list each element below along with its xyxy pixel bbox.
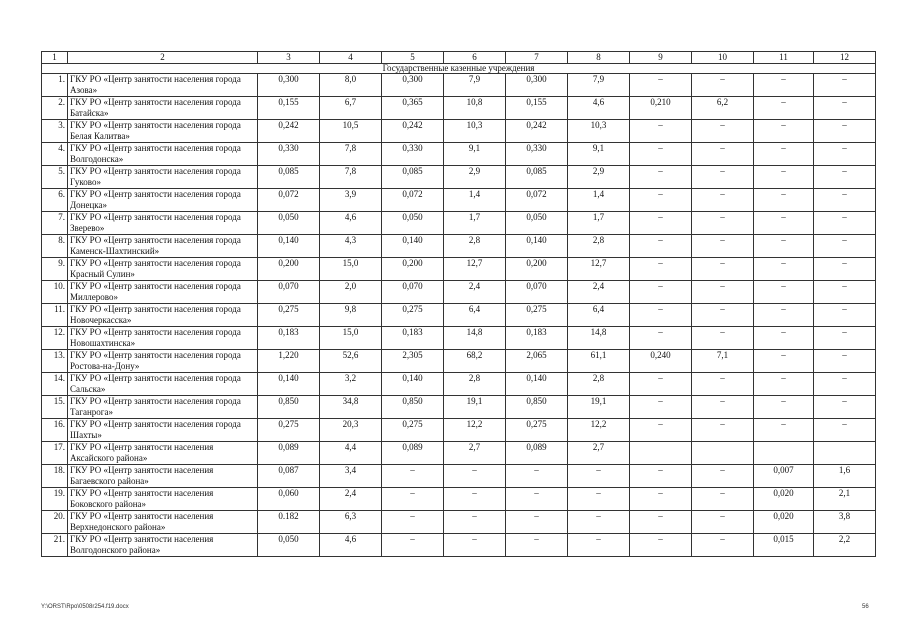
value-cell: – xyxy=(444,534,506,557)
value-cell: 0,330 xyxy=(382,143,444,166)
row-number: 15. xyxy=(42,396,68,419)
value-cell: – xyxy=(630,488,692,511)
value-cell: 2,065 xyxy=(506,350,568,373)
value-cell: – xyxy=(382,511,444,534)
value-cell: 0,087 xyxy=(258,465,320,488)
row-number: 12. xyxy=(42,327,68,350)
value-cell: – xyxy=(814,74,876,97)
institution-name: ГКУ РО «Центр занятости населения города Зверево» xyxy=(68,212,258,235)
value-cell: – xyxy=(692,488,754,511)
value-cell: – xyxy=(630,465,692,488)
institution-name: ГКУ РО «Центр занятости населения города Сальска» xyxy=(68,373,258,396)
value-cell: 0,183 xyxy=(382,327,444,350)
value-cell: 2,9 xyxy=(568,166,630,189)
value-cell: 0,275 xyxy=(258,419,320,442)
value-cell: 0,070 xyxy=(382,281,444,304)
row-number: 19. xyxy=(42,488,68,511)
value-cell: – xyxy=(444,488,506,511)
value-cell: – xyxy=(382,534,444,557)
value-cell: – xyxy=(814,304,876,327)
column-number: 1 xyxy=(42,52,68,64)
table-row xyxy=(42,166,876,189)
value-cell: 3,8 xyxy=(814,511,876,534)
value-cell: 0,300 xyxy=(382,74,444,97)
value-cell: – xyxy=(692,511,754,534)
column-number: 4 xyxy=(320,52,382,64)
value-cell xyxy=(692,442,754,465)
value-cell: 2,0 xyxy=(320,281,382,304)
value-cell: – xyxy=(630,396,692,419)
value-cell: – xyxy=(754,304,814,327)
value-cell: – xyxy=(630,120,692,143)
column-number: 2 xyxy=(68,52,258,64)
value-cell: – xyxy=(754,97,814,120)
value-cell: 0,183 xyxy=(258,327,320,350)
value-cell: 4,4 xyxy=(320,442,382,465)
value-cell: – xyxy=(692,419,754,442)
value-cell: – xyxy=(814,327,876,350)
value-cell xyxy=(754,442,814,465)
value-cell: 0,155 xyxy=(506,97,568,120)
table-row xyxy=(42,120,876,143)
row-number: 8. xyxy=(42,235,68,258)
value-cell: – xyxy=(630,258,692,281)
value-cell: – xyxy=(754,74,814,97)
table-row xyxy=(42,534,876,557)
row-number: 5. xyxy=(42,166,68,189)
row-number: 6. xyxy=(42,189,68,212)
institution-name: ГКУ РО «Центр занятости населения города Красный Сулин» xyxy=(68,258,258,281)
institution-name: ГКУ РО «Центр занятости населения Боковского района» xyxy=(68,488,258,511)
institution-name: ГКУ РО «Центр занятости населения города Батайска» xyxy=(68,97,258,120)
value-cell: 14,8 xyxy=(444,327,506,350)
value-cell: 0,275 xyxy=(258,304,320,327)
institution-name: ГКУ РО «Центр занятости населения города Азова» xyxy=(68,74,258,97)
value-cell: 3,9 xyxy=(320,189,382,212)
value-cell: – xyxy=(692,327,754,350)
value-cell: 0,850 xyxy=(506,396,568,419)
value-cell: 0,200 xyxy=(506,258,568,281)
value-cell: 2,2 xyxy=(814,534,876,557)
value-cell: – xyxy=(754,212,814,235)
value-cell: – xyxy=(568,488,630,511)
value-cell: 34,8 xyxy=(320,396,382,419)
value-cell: 14,8 xyxy=(568,327,630,350)
value-cell: 2,8 xyxy=(444,373,506,396)
value-cell: – xyxy=(382,488,444,511)
value-cell: 2,9 xyxy=(444,166,506,189)
column-number: 5 xyxy=(382,52,444,64)
value-cell: – xyxy=(814,189,876,212)
row-number: 2. xyxy=(42,97,68,120)
value-cell: 10,8 xyxy=(444,97,506,120)
value-cell: – xyxy=(754,166,814,189)
value-cell: – xyxy=(692,120,754,143)
value-cell: 6,2 xyxy=(692,97,754,120)
value-cell: – xyxy=(568,511,630,534)
value-cell: – xyxy=(814,419,876,442)
value-cell: 2,4 xyxy=(444,281,506,304)
value-cell: 9,8 xyxy=(320,304,382,327)
value-cell: 1,220 xyxy=(258,350,320,373)
value-cell: – xyxy=(754,120,814,143)
value-cell: – xyxy=(506,534,568,557)
value-cell: 2,8 xyxy=(568,235,630,258)
value-cell xyxy=(630,442,692,465)
value-cell: – xyxy=(630,511,692,534)
value-cell: – xyxy=(382,465,444,488)
value-cell: 2,7 xyxy=(444,442,506,465)
value-cell: 1,7 xyxy=(444,212,506,235)
value-cell: 12,2 xyxy=(568,419,630,442)
value-cell: 0,210 xyxy=(630,97,692,120)
row-number: 13. xyxy=(42,350,68,373)
value-cell: – xyxy=(692,74,754,97)
value-cell: 15,0 xyxy=(320,258,382,281)
value-cell: 0,200 xyxy=(258,258,320,281)
institution-name: ГКУ РО «Центр занятости населения города Новочеркасска» xyxy=(68,304,258,327)
row-number: 4. xyxy=(42,143,68,166)
institution-name: ГКУ РО «Центр занятости населения города Донецка» xyxy=(68,189,258,212)
institution-name: ГКУ РО «Центр занятости населения города Шахты» xyxy=(68,419,258,442)
value-cell: – xyxy=(630,212,692,235)
value-cell: 0,330 xyxy=(258,143,320,166)
value-cell: 0,085 xyxy=(506,166,568,189)
value-cell: 0,050 xyxy=(506,212,568,235)
value-cell: 15,0 xyxy=(320,327,382,350)
value-cell: 4,6 xyxy=(320,212,382,235)
institution-name: ГКУ РО «Центр занятости населения города Новошахтинска» xyxy=(68,327,258,350)
value-cell: – xyxy=(814,143,876,166)
value-cell: – xyxy=(630,235,692,258)
column-number: 3 xyxy=(258,52,320,64)
table-row xyxy=(42,189,876,212)
institution-name: ГКУ РО «Центр занятости населения Верхнедонского района» xyxy=(68,511,258,534)
value-cell: 0,275 xyxy=(506,304,568,327)
column-number: 8 xyxy=(568,52,630,64)
value-cell: 0,007 xyxy=(754,465,814,488)
value-cell: 2,8 xyxy=(444,235,506,258)
table-row xyxy=(42,511,876,534)
value-cell: 0,300 xyxy=(258,74,320,97)
value-cell: 12,2 xyxy=(444,419,506,442)
value-cell: 0,060 xyxy=(258,488,320,511)
value-cell: 0,365 xyxy=(382,97,444,120)
institution-name: ГКУ РО «Центр занятости населения города Белая Калитва» xyxy=(68,120,258,143)
value-cell: – xyxy=(814,396,876,419)
row-number: 18. xyxy=(42,465,68,488)
value-cell: 0,072 xyxy=(506,189,568,212)
section-title: Государственные казенные учреждения xyxy=(42,64,876,74)
value-cell: 4,6 xyxy=(320,534,382,557)
institution-name: ГКУ РО «Центр занятости населения города Таганрога» xyxy=(68,396,258,419)
table-row xyxy=(42,143,876,166)
column-number: 7 xyxy=(506,52,568,64)
value-cell: – xyxy=(754,373,814,396)
institution-name: ГКУ РО «Центр занятости населения города Миллерово» xyxy=(68,281,258,304)
value-cell: 9,1 xyxy=(568,143,630,166)
value-cell: – xyxy=(506,488,568,511)
value-cell: – xyxy=(754,396,814,419)
value-cell: 0,050 xyxy=(258,534,320,557)
value-cell: 0,072 xyxy=(382,189,444,212)
value-cell: – xyxy=(754,235,814,258)
table-row xyxy=(42,373,876,396)
column-number: 9 xyxy=(630,52,692,64)
value-cell: 10,3 xyxy=(568,120,630,143)
table-row xyxy=(42,327,876,350)
value-cell: 0,140 xyxy=(258,373,320,396)
value-cell: 0,070 xyxy=(506,281,568,304)
file-path: Y:\ORST\Rpo\0508r254.f19.docx xyxy=(41,604,129,610)
value-cell: 0,085 xyxy=(382,166,444,189)
row-number: 1. xyxy=(42,74,68,97)
value-cell: 7,1 xyxy=(692,350,754,373)
value-cell: 0,275 xyxy=(382,304,444,327)
table-row xyxy=(42,396,876,419)
value-cell: 4,3 xyxy=(320,235,382,258)
table-row xyxy=(42,212,876,235)
value-cell: 0,020 xyxy=(754,488,814,511)
value-cell: 0,850 xyxy=(258,396,320,419)
value-cell: – xyxy=(630,419,692,442)
value-cell: 3,2 xyxy=(320,373,382,396)
value-cell: – xyxy=(814,350,876,373)
value-cell: 2,8 xyxy=(568,373,630,396)
value-cell: – xyxy=(568,465,630,488)
data-table xyxy=(41,51,876,557)
value-cell: 6,4 xyxy=(444,304,506,327)
column-number: 6 xyxy=(444,52,506,64)
section-row xyxy=(42,64,876,74)
value-cell: 0,072 xyxy=(258,189,320,212)
value-cell: – xyxy=(692,258,754,281)
institution-name: ГКУ РО «Центр занятости населения города Волгодонска» xyxy=(68,143,258,166)
value-cell: 0,300 xyxy=(506,74,568,97)
value-cell: 2,7 xyxy=(568,442,630,465)
table-row xyxy=(42,258,876,281)
value-cell: – xyxy=(630,327,692,350)
table-row xyxy=(42,488,876,511)
value-cell: – xyxy=(814,258,876,281)
value-cell: 0.182 xyxy=(258,511,320,534)
value-cell: 7,8 xyxy=(320,143,382,166)
column-number-row xyxy=(42,52,876,64)
value-cell: – xyxy=(692,143,754,166)
value-cell: – xyxy=(814,373,876,396)
value-cell: – xyxy=(754,281,814,304)
value-cell: 0,089 xyxy=(258,442,320,465)
value-cell: 6,7 xyxy=(320,97,382,120)
value-cell: – xyxy=(568,534,630,557)
column-number: 11 xyxy=(754,52,814,64)
value-cell: – xyxy=(692,534,754,557)
row-number: 16. xyxy=(42,419,68,442)
value-cell xyxy=(814,442,876,465)
value-cell: – xyxy=(814,120,876,143)
value-cell: 0,200 xyxy=(382,258,444,281)
value-cell: 0,089 xyxy=(382,442,444,465)
institution-name: ГКУ РО «Центр занятости населения города Гуково» xyxy=(68,166,258,189)
table-row xyxy=(42,281,876,304)
value-cell: 9,1 xyxy=(444,143,506,166)
value-cell: – xyxy=(692,304,754,327)
value-cell: 12,7 xyxy=(568,258,630,281)
value-cell: – xyxy=(754,327,814,350)
value-cell: 0,140 xyxy=(506,373,568,396)
value-cell: 0,242 xyxy=(506,120,568,143)
row-number: 11. xyxy=(42,304,68,327)
institution-name: ГКУ РО «Центр занятости населения Волгодонского района» xyxy=(68,534,258,557)
value-cell: 0,275 xyxy=(382,419,444,442)
value-cell: – xyxy=(754,189,814,212)
value-cell: 0,140 xyxy=(382,235,444,258)
value-cell: – xyxy=(692,281,754,304)
institution-name: ГКУ РО «Центр занятости населения Багаевского района» xyxy=(68,465,258,488)
value-cell: 0,850 xyxy=(382,396,444,419)
value-cell: 0,242 xyxy=(258,120,320,143)
value-cell: 0,183 xyxy=(506,327,568,350)
value-cell: – xyxy=(630,281,692,304)
value-cell: – xyxy=(814,235,876,258)
value-cell: 4,6 xyxy=(568,97,630,120)
value-cell: 0,140 xyxy=(382,373,444,396)
row-number: 3. xyxy=(42,120,68,143)
value-cell: 2,1 xyxy=(814,488,876,511)
value-cell: 1,6 xyxy=(814,465,876,488)
row-number: 21. xyxy=(42,534,68,557)
row-number: 9. xyxy=(42,258,68,281)
value-cell: – xyxy=(506,511,568,534)
value-cell: 61,1 xyxy=(568,350,630,373)
value-cell: – xyxy=(692,465,754,488)
value-cell: – xyxy=(630,166,692,189)
value-cell: – xyxy=(814,97,876,120)
value-cell: 8,0 xyxy=(320,74,382,97)
value-cell: – xyxy=(506,465,568,488)
value-cell: 1,7 xyxy=(568,212,630,235)
value-cell: 0,242 xyxy=(382,120,444,143)
table-row xyxy=(42,74,876,97)
value-cell: 20,3 xyxy=(320,419,382,442)
table-row xyxy=(42,419,876,442)
value-cell: 19,1 xyxy=(444,396,506,419)
value-cell: 0,089 xyxy=(506,442,568,465)
value-cell: 1,4 xyxy=(444,189,506,212)
value-cell: 10,5 xyxy=(320,120,382,143)
value-cell: 0,020 xyxy=(754,511,814,534)
value-cell: – xyxy=(692,189,754,212)
value-cell: 0,240 xyxy=(630,350,692,373)
value-cell: 52,6 xyxy=(320,350,382,373)
table-body xyxy=(42,52,876,557)
value-cell: 0,050 xyxy=(382,212,444,235)
value-cell: 2,4 xyxy=(320,488,382,511)
row-number: 7. xyxy=(42,212,68,235)
value-cell: – xyxy=(630,189,692,212)
value-cell: – xyxy=(692,235,754,258)
value-cell: 0,015 xyxy=(754,534,814,557)
institution-name: ГКУ РО «Центр занятости населения Аксайского района» xyxy=(68,442,258,465)
value-cell: – xyxy=(814,281,876,304)
value-cell: – xyxy=(630,74,692,97)
table-row xyxy=(42,465,876,488)
value-cell: 2,305 xyxy=(382,350,444,373)
row-number: 10. xyxy=(42,281,68,304)
column-number: 12 xyxy=(814,52,876,64)
value-cell: – xyxy=(692,166,754,189)
table-row xyxy=(42,235,876,258)
value-cell: 2,4 xyxy=(568,281,630,304)
value-cell: 0,140 xyxy=(258,235,320,258)
value-cell: – xyxy=(692,212,754,235)
value-cell: 19,1 xyxy=(568,396,630,419)
value-cell: – xyxy=(630,304,692,327)
row-number: 17. xyxy=(42,442,68,465)
value-cell: 68,2 xyxy=(444,350,506,373)
value-cell: 0,140 xyxy=(506,235,568,258)
value-cell: – xyxy=(630,534,692,557)
value-cell: – xyxy=(444,465,506,488)
value-cell: – xyxy=(692,396,754,419)
page-number: 56 xyxy=(862,604,869,610)
institution-name: ГКУ РО «Центр занятости населения города Каменск-Шахтинский» xyxy=(68,235,258,258)
value-cell: 3,4 xyxy=(320,465,382,488)
value-cell: – xyxy=(814,166,876,189)
value-cell: 0,085 xyxy=(258,166,320,189)
value-cell: 6,3 xyxy=(320,511,382,534)
row-number: 20. xyxy=(42,511,68,534)
value-cell: – xyxy=(630,373,692,396)
value-cell: 1,4 xyxy=(568,189,630,212)
value-cell: – xyxy=(630,143,692,166)
table-row xyxy=(42,304,876,327)
table-row xyxy=(42,97,876,120)
value-cell: – xyxy=(754,143,814,166)
value-cell: 12,7 xyxy=(444,258,506,281)
row-number: 14. xyxy=(42,373,68,396)
value-cell: – xyxy=(754,350,814,373)
value-cell: 0,330 xyxy=(506,143,568,166)
institution-name: ГКУ РО «Центр занятости населения города Ростова-на-Дону» xyxy=(68,350,258,373)
value-cell: 7,8 xyxy=(320,166,382,189)
value-cell: 0,275 xyxy=(506,419,568,442)
value-cell: – xyxy=(692,373,754,396)
value-cell: 7,9 xyxy=(568,74,630,97)
value-cell: 7,9 xyxy=(444,74,506,97)
value-cell: 0,050 xyxy=(258,212,320,235)
value-cell: 10,3 xyxy=(444,120,506,143)
table-row xyxy=(42,442,876,465)
table-row xyxy=(42,350,876,373)
value-cell: 0,070 xyxy=(258,281,320,304)
value-cell: 0,155 xyxy=(258,97,320,120)
value-cell: – xyxy=(444,511,506,534)
value-cell: – xyxy=(814,212,876,235)
value-cell: 6,4 xyxy=(568,304,630,327)
value-cell: – xyxy=(754,419,814,442)
value-cell: – xyxy=(754,258,814,281)
column-number: 10 xyxy=(692,52,754,64)
